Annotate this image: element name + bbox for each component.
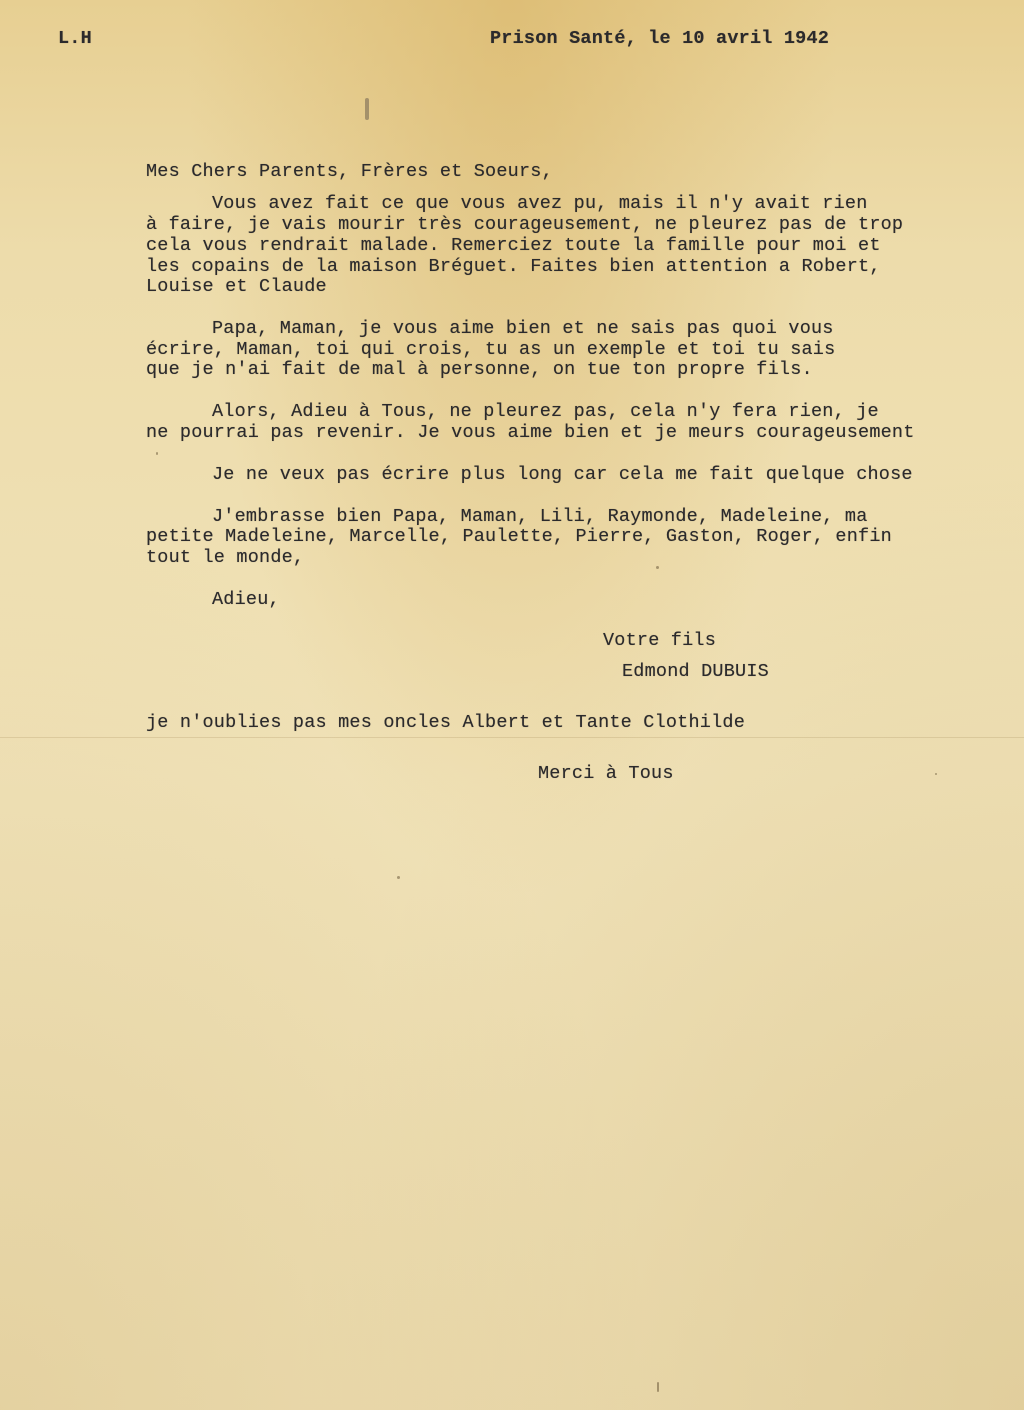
paragraph-line: les copains de la maison Bréguet. Faites bien attention a Robert,	[146, 256, 881, 277]
paper-speck	[397, 876, 400, 879]
paragraph-line: Vous avez fait ce que vous avez pu, mais il n'y avait rien	[212, 193, 868, 214]
paper-speck	[935, 773, 937, 775]
paragraph-line: J'embrasse bien Papa, Maman, Lili, Raymonde, Madeleine, ma	[212, 506, 868, 527]
paper-speck	[657, 1382, 659, 1392]
reference-initials: L.H	[58, 28, 92, 49]
paragraph-line: ne pourrai pas revenir. Je vous aime bien et je meurs courageusement	[146, 422, 915, 443]
place-date: Prison Santé, le 10 avril 1942	[490, 28, 830, 49]
paragraph-line: Alors, Adieu à Tous, ne pleurez pas, cela n'y fera rien, je	[212, 401, 879, 422]
paragraph-line: Papa, Maman, je vous aime bien et ne sais pas quoi vous	[212, 318, 834, 339]
paragraph-line: Je ne veux pas écrire plus long car cela me fait quelque chose	[212, 464, 913, 485]
paragraph-line: à faire, je vais mourir très courageusement, ne pleurez pas de trop	[146, 214, 904, 235]
paper-crease	[0, 737, 1024, 738]
paragraph-line: tout le monde,	[146, 547, 305, 568]
thanks: Merci à Tous	[538, 763, 674, 784]
closing: Adieu,	[212, 589, 280, 610]
paragraph-line: cela vous rendrait malade. Remerciez toute la famille pour moi et	[146, 235, 881, 256]
paragraph-line: que je n'ai fait de mal à personne, on tue ton propre fils.	[146, 359, 813, 380]
salutation: Mes Chers Parents, Frères et Soeurs,	[146, 161, 553, 182]
paper-speck	[656, 566, 659, 569]
paragraph-line: petite Madeleine, Marcelle, Paulette, Pierre, Gaston, Roger, enfin	[146, 526, 892, 547]
signoff: Votre fils	[603, 630, 717, 651]
postscript: je n'oublies pas mes oncles Albert et Tante Clothilde	[146, 712, 745, 733]
paragraph-line: écrire, Maman, toi qui crois, tu as un exemple et toi tu sais	[146, 339, 836, 360]
paper-speck	[156, 452, 158, 455]
signature: Edmond DUBUIS	[622, 661, 769, 682]
ink-mark	[365, 98, 369, 120]
paragraph-line: Louise et Claude	[146, 276, 327, 297]
